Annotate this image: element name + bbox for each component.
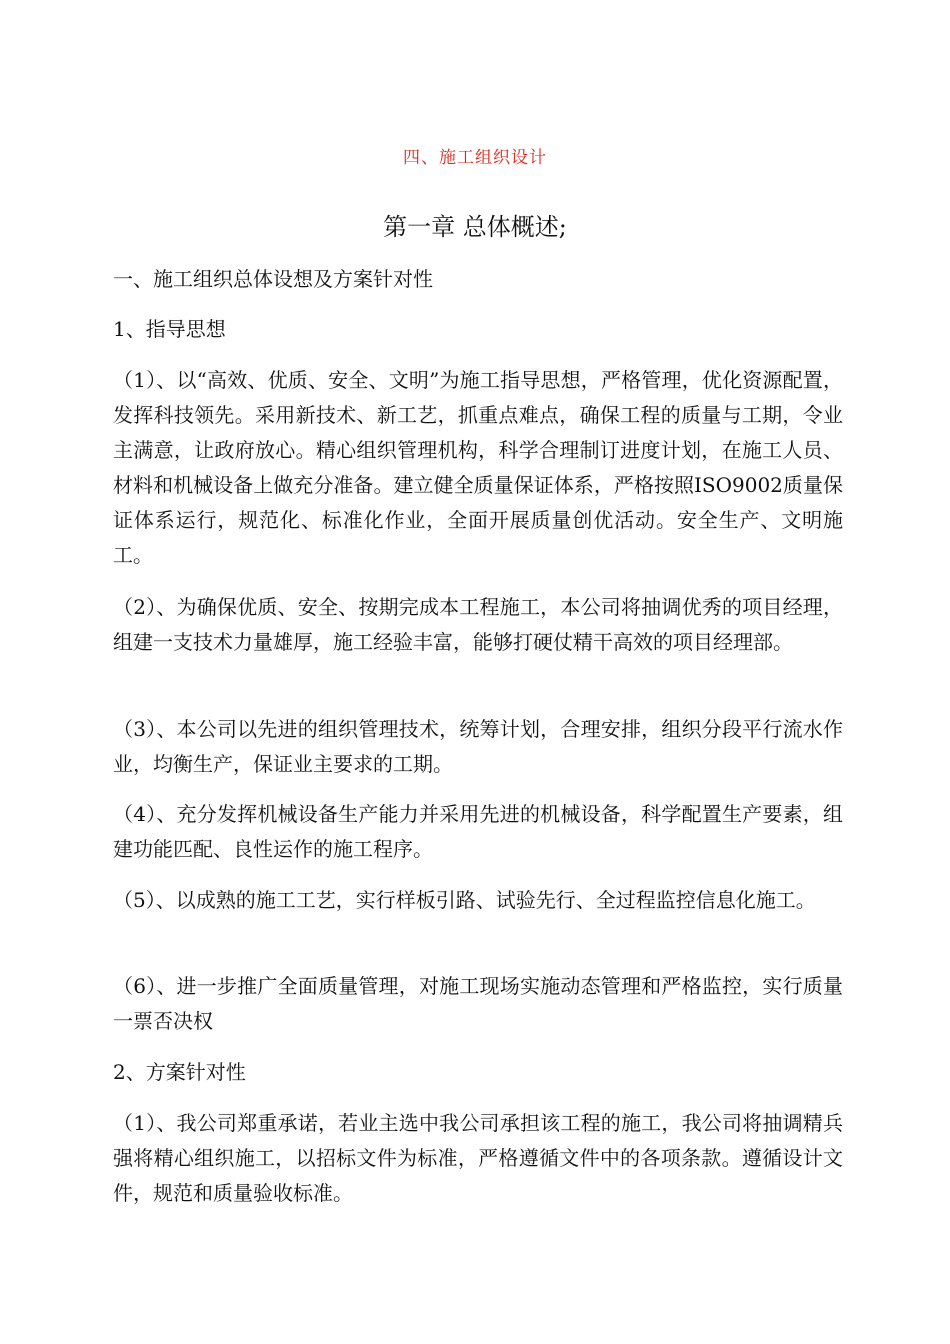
paragraph-guiding-3: （3）、本公司以先进的组织管理技术，统筹计划，合理安排，组织分段平行流水作业，均衡生产，保证业主要求的工期。 xyxy=(113,717,843,776)
paragraph-guiding-2: （2）、为确保优质、安全、按期完成本工程施工，本公司将抽调优秀的项目经理，组建一支技术力量雄厚，施工经验丰富，能够打硬仗精干高效的项目经理部。 xyxy=(113,595,843,654)
paragraph-pertinence-1: （1）、我公司郑重承诺，若业主选中我公司承担该工程的施工，我公司将抽调精兵强将精心组织施工，以招标文件为标准，严格遵循文件中的各项条款。遵循设计文件，规范和质量验收标准。 xyxy=(113,1111,843,1205)
section-title: 四、施工组织设计 xyxy=(403,148,547,168)
heading-organization-plan: 一、施工组织总体设想及方案针对性 xyxy=(113,267,433,291)
paragraph-guiding-5: （5）、以成熟的施工工艺，实行样板引路、试验先行、全过程监控信息化施工。 xyxy=(113,888,816,912)
heading-plan-pertinence: 2、方案针对性 xyxy=(113,1060,246,1084)
paragraph-guiding-6: （6）、进一步推广全面质量管理，对施工现场实施动态管理和严格监控，实行质量一票否决权 xyxy=(113,974,843,1033)
chapter-title: 第一章 总体概述; xyxy=(383,213,567,241)
paragraph-guiding-1: （1）、以“高效、优质、安全、文明”为施工指导思想，严格管理，优化资源配置，发挥科技领先。采用新技术、新工艺，抓重点难点，确保工程的质量与工期，令业主满意，让政府放心。精心组织管理机构，科学合理制订进度计划，在施工人员、材料和机械设备上做充分准备。建立健全质量保证体系，严格按照ISO9002质量保证体系运行，规范化、标准化作业，全面开展质量创优活动。安全生产、文明施工。 xyxy=(113,368,843,567)
heading-guiding-ideology: 1、指导思想 xyxy=(113,317,226,341)
paragraph-guiding-4: （4）、充分发挥机械设备生产能力并采用先进的机械设备，科学配置生产要素，组建功能匹配、良性运作的施工程序。 xyxy=(113,802,843,861)
